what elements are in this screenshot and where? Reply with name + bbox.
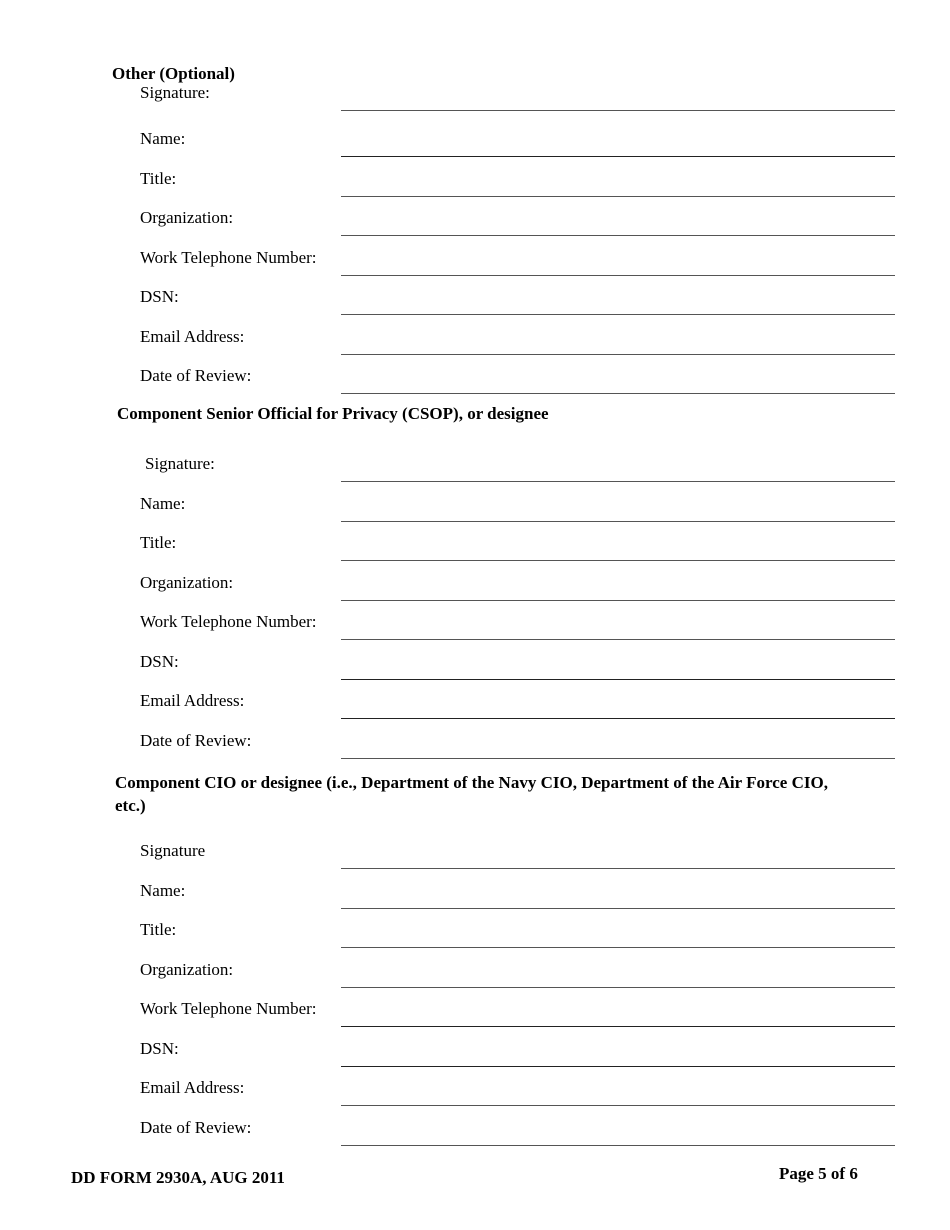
dsn-field-cio[interactable] [0, 1027, 950, 1067]
work-telephone-field-other[interactable] [0, 236, 950, 276]
dsn-label: DSN: [140, 652, 179, 671]
organization-field-csop[interactable] [0, 561, 950, 601]
organization-label: Organization: [140, 573, 234, 592]
name-label: Name: [140, 494, 186, 513]
signature-field-csop[interactable] [0, 442, 950, 482]
name-label: Name: [140, 129, 186, 148]
section-heading-cio-line2: etc.) [115, 796, 146, 815]
date-of-review-label: Date of Review: [140, 1118, 252, 1137]
name-field-other[interactable] [0, 117, 950, 157]
dsn-label: DSN: [140, 1039, 179, 1058]
section-heading-cio-line1: Component CIO or designee (i.e., Department of the Navy CIO, Department of the Air Force CIO, [115, 773, 828, 792]
dsn-label: DSN: [140, 287, 179, 306]
title-label: Title: [140, 169, 177, 188]
signature-field-cio[interactable] [0, 829, 950, 869]
name-label: Name: [140, 881, 186, 900]
organization-field-cio[interactable] [0, 948, 950, 988]
name-field-csop[interactable] [0, 482, 950, 522]
date-of-review-line[interactable] [341, 758, 895, 759]
email-label: Email Address: [140, 327, 245, 346]
title-label: Title: [140, 920, 177, 939]
section-heading-other: Other (Optional) [112, 64, 235, 83]
section-heading-csop: Component Senior Official for Privacy (CSOP), or designee [117, 404, 549, 423]
form-identifier: DD FORM 2930A, AUG 2011 [71, 1168, 285, 1187]
work-telephone-label: Work Telephone Number: [140, 612, 317, 631]
signature-field-other[interactable] [0, 71, 950, 111]
organization-label: Organization: [140, 208, 234, 227]
work-telephone-field-cio[interactable] [0, 987, 950, 1027]
organization-field-other[interactable] [0, 196, 950, 236]
date-of-review-field-cio[interactable] [0, 1106, 950, 1146]
date-of-review-label: Date of Review: [140, 366, 252, 385]
work-telephone-label: Work Telephone Number: [140, 248, 317, 267]
title-field-other[interactable] [0, 157, 950, 197]
date-of-review-line[interactable] [341, 393, 895, 394]
email-field-csop[interactable] [0, 679, 950, 719]
section-heading-cio [115, 771, 828, 817]
page-number: Page 5 of 6 [779, 1164, 858, 1183]
signature-label: Signature: [145, 454, 215, 473]
signature-label: Signature: [140, 83, 210, 102]
title-label: Title: [140, 533, 177, 552]
signature-label: Signature [140, 841, 206, 860]
name-field-cio[interactable] [0, 869, 950, 909]
dsn-field-other[interactable] [0, 275, 950, 315]
email-field-cio[interactable] [0, 1066, 950, 1106]
signature-line[interactable] [341, 110, 895, 111]
date-of-review-label: Date of Review: [140, 731, 252, 750]
date-of-review-field-csop[interactable] [0, 719, 950, 759]
email-label: Email Address: [140, 1078, 245, 1097]
work-telephone-label: Work Telephone Number: [140, 999, 317, 1018]
date-of-review-field-other[interactable] [0, 354, 950, 394]
date-of-review-line[interactable] [341, 1145, 895, 1146]
organization-label: Organization: [140, 960, 234, 979]
email-field-other[interactable] [0, 315, 950, 355]
title-field-cio[interactable] [0, 908, 950, 948]
title-field-csop[interactable] [0, 521, 950, 561]
work-telephone-field-csop[interactable] [0, 600, 950, 640]
dsn-field-csop[interactable] [0, 640, 950, 680]
email-label: Email Address: [140, 691, 245, 710]
